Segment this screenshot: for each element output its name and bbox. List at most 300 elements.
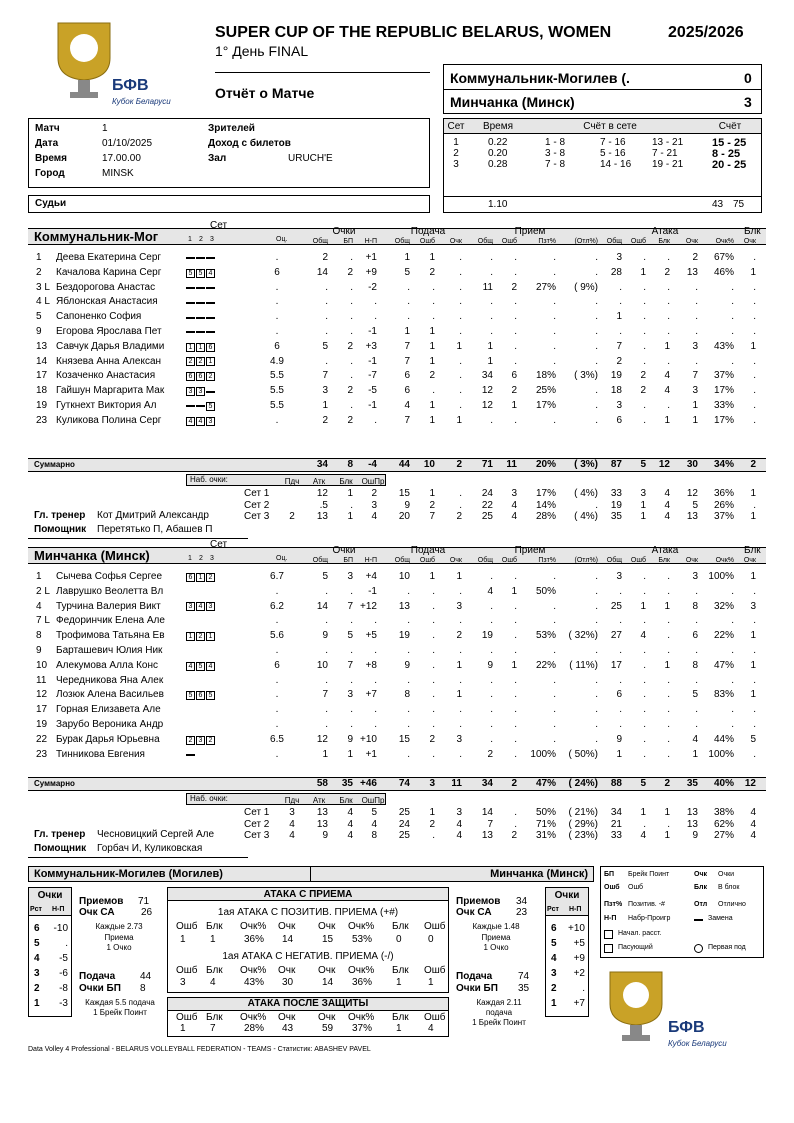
position-icon bbox=[604, 930, 613, 939]
stat-cell: 1 bbox=[429, 400, 435, 411]
stat-cell: 1 bbox=[429, 326, 435, 337]
stat-cell: . bbox=[753, 585, 756, 597]
start-position-icon: 4 bbox=[206, 269, 215, 278]
col-sub: Очк bbox=[685, 238, 698, 245]
stat-cell: . bbox=[350, 296, 353, 308]
set-row-cell: 33 bbox=[610, 830, 622, 841]
stat-cell: 18% bbox=[535, 370, 556, 382]
stat-cell: . bbox=[407, 585, 410, 597]
set-row-cell: 31% bbox=[535, 830, 556, 841]
set-row-cell: 3 bbox=[371, 499, 377, 511]
player-number: 19 bbox=[36, 400, 48, 411]
stat-cell: . bbox=[459, 615, 462, 627]
col-sub: Ошб bbox=[419, 557, 435, 564]
sets-row-p3: 19 - 21 bbox=[652, 159, 684, 170]
stat-cell: ( 11%) bbox=[569, 659, 598, 671]
rotation-sub-np: Н-П bbox=[569, 906, 582, 913]
stat-cell: 1 bbox=[456, 689, 462, 701]
stat-cell: 100% bbox=[708, 571, 734, 582]
stat-cell: 1 bbox=[692, 414, 698, 426]
stat-cell: 22% bbox=[535, 659, 556, 671]
player-number: 1 bbox=[36, 252, 42, 263]
start-position-icon: 3 bbox=[196, 736, 205, 745]
stat-cell: . bbox=[514, 600, 517, 612]
set-row-cell: 12 bbox=[686, 488, 698, 499]
stat-cell: 3 bbox=[750, 600, 756, 612]
col-sub: Пзт% bbox=[538, 557, 556, 564]
stat-cell: . bbox=[325, 311, 328, 323]
stat-cell: 19 bbox=[398, 630, 410, 642]
stat-cell: . bbox=[325, 674, 328, 686]
col-att: Атака bbox=[651, 545, 679, 556]
stat-cell: ( 50%) bbox=[568, 748, 598, 760]
l-ca: 26 bbox=[141, 907, 153, 918]
stat-cell: 1 bbox=[487, 355, 493, 367]
hall-label: Зал bbox=[208, 153, 227, 164]
stat-cell: 4 bbox=[640, 630, 646, 642]
stat-cell: 100% bbox=[530, 748, 556, 760]
start-position-icon: 1 bbox=[186, 632, 195, 641]
set-row-cell: 15 bbox=[398, 488, 410, 499]
total-cell: 10 bbox=[423, 459, 435, 470]
stat-cell: . bbox=[619, 719, 622, 730]
l-each3: 1 Очко bbox=[106, 943, 132, 952]
player-number: 17 bbox=[36, 370, 48, 382]
stat-cell: . bbox=[407, 719, 410, 730]
stat-cell: . bbox=[643, 748, 646, 760]
referees-box bbox=[28, 195, 430, 213]
set-row-cell: 9 bbox=[404, 499, 410, 511]
player-name: Тинникова Евгения bbox=[56, 748, 145, 760]
stat-cell: 6 bbox=[404, 385, 410, 397]
r-recv-label: Приемов bbox=[456, 896, 501, 907]
set-icons bbox=[186, 750, 196, 762]
set-row-cell: 9 bbox=[322, 830, 328, 841]
set-icons bbox=[186, 283, 216, 295]
set-row-cell: 28% bbox=[535, 511, 556, 522]
start-position-icon: 6 bbox=[206, 343, 215, 352]
stat-cell: . bbox=[695, 585, 698, 597]
set-row-cell: 13 bbox=[316, 807, 328, 818]
stat-cell: 1 bbox=[456, 340, 462, 352]
stat-cell: . bbox=[667, 585, 670, 597]
stat-cell: . bbox=[553, 311, 556, 323]
stat-cell: . bbox=[407, 311, 410, 323]
stat-cell: 1 bbox=[750, 630, 756, 642]
set-row-label: Сет 1 bbox=[244, 807, 270, 818]
stat-cell: 67% bbox=[713, 252, 734, 263]
legend-value: Набр-Проигр bbox=[628, 915, 671, 922]
stat-cell: 14 bbox=[316, 266, 328, 278]
attack-val: 1 bbox=[180, 1023, 186, 1034]
start-position-icon: 1 bbox=[186, 343, 195, 352]
attack-hdr: Очк bbox=[318, 1012, 336, 1023]
total-cell: 2 bbox=[664, 778, 670, 789]
rotation-value: +2 bbox=[573, 968, 585, 979]
attack-hdr: Очк bbox=[278, 921, 296, 932]
stat-cell: 7 bbox=[404, 340, 410, 352]
player-number: 10 bbox=[36, 659, 48, 671]
set-row-cell: 20 bbox=[398, 511, 410, 522]
coach-name: Кот Дмитрий Александр bbox=[97, 510, 209, 521]
stat-cell: . bbox=[753, 311, 756, 323]
col-sub: Блк bbox=[658, 557, 670, 564]
set-icons bbox=[186, 371, 216, 383]
attack-val: 36% bbox=[244, 934, 265, 945]
stat-cell: . bbox=[350, 370, 353, 382]
stat-cell: 2 bbox=[347, 385, 353, 397]
stat-cell: . bbox=[731, 674, 734, 686]
col-sub: Ошб bbox=[630, 557, 646, 564]
substitution-dash-icon bbox=[186, 331, 195, 333]
stat-cell: . bbox=[490, 615, 493, 627]
attack-hdr: Очк bbox=[278, 1012, 296, 1023]
total-cell: 88 bbox=[610, 778, 622, 789]
attack-val: 7 bbox=[210, 1023, 216, 1034]
stat-cell: 25 bbox=[610, 600, 622, 612]
stat-cell: . bbox=[350, 311, 353, 323]
stat-cell: . bbox=[275, 719, 279, 730]
start-position-icon: 3 bbox=[196, 387, 205, 396]
l-serve: 44 bbox=[140, 971, 152, 982]
stat-cell: . bbox=[407, 645, 410, 656]
stat-cell: . bbox=[643, 733, 646, 745]
time-label: Время bbox=[35, 153, 67, 164]
player-name: Барташевич Юлия Ник bbox=[56, 645, 163, 656]
legend-key: БП bbox=[604, 871, 615, 878]
attack-val: 1 bbox=[428, 977, 434, 988]
stat-cell: 1 bbox=[664, 340, 670, 352]
col-set-num: 2 bbox=[199, 236, 203, 243]
start-position-icon: 3 bbox=[186, 602, 195, 611]
set-row-cell: 12 bbox=[316, 488, 328, 499]
stat-cell: . bbox=[667, 281, 670, 293]
r-each2: Приема bbox=[481, 933, 511, 942]
stat-cell: . bbox=[667, 748, 670, 760]
set-row-cell: ( 21%) bbox=[568, 807, 598, 818]
stat-cell: . bbox=[490, 704, 493, 716]
set-row-cell: 2 bbox=[429, 499, 435, 511]
rotation-value: -8 bbox=[59, 983, 68, 994]
stat-cell: -1 bbox=[368, 585, 377, 597]
player-name: Сапоненко София bbox=[56, 311, 142, 323]
stat-cell: . bbox=[695, 674, 698, 686]
stat-cell: . bbox=[459, 400, 462, 411]
rotation-number: 5 bbox=[551, 938, 557, 949]
nab-sub: Блк bbox=[339, 796, 353, 805]
stat-cell: . bbox=[753, 704, 756, 716]
set-icons bbox=[186, 735, 216, 747]
stat-cell: +8 bbox=[365, 659, 377, 671]
sets-row-time: 0.20 bbox=[488, 148, 508, 159]
stat-cell: . bbox=[432, 385, 435, 397]
total-cell: 34 bbox=[481, 778, 493, 789]
player-name: Козаченко Анастасия bbox=[56, 370, 156, 382]
legend-value: Начал. расст. bbox=[618, 930, 662, 937]
coach-label: Гл. тренер bbox=[34, 510, 86, 521]
sets-row-p3: 7 - 21 bbox=[652, 148, 678, 159]
player-name: Зарубо Вероника Андр bbox=[56, 719, 164, 730]
stat-cell: . bbox=[459, 252, 462, 263]
start-position-icon: 4 bbox=[186, 662, 195, 671]
stat-cell: . bbox=[643, 704, 646, 716]
r-each4: Каждая 2.11 bbox=[476, 998, 522, 1007]
stat-cell: . bbox=[731, 704, 734, 716]
rotation-value: +7 bbox=[573, 998, 585, 1009]
sets-row-p1: 1 - 8 bbox=[545, 137, 566, 148]
set-icons bbox=[186, 661, 216, 673]
stat-cell: . bbox=[619, 326, 622, 337]
stat-cell: 2 bbox=[347, 340, 353, 352]
stat-cell: . bbox=[432, 600, 435, 612]
stat-cell: 7 bbox=[404, 414, 410, 426]
stat-cell: . bbox=[695, 281, 698, 293]
set-row-cell: 13 bbox=[686, 511, 698, 522]
set-row-cell: 1 bbox=[640, 807, 646, 818]
col-recv: Прием bbox=[514, 545, 546, 556]
rotation-number: 3 bbox=[551, 968, 557, 979]
set-row-cell: 19 bbox=[610, 499, 622, 511]
season: 2025/2026 bbox=[668, 24, 744, 41]
rotation-value: -6 bbox=[59, 968, 68, 979]
stat-cell: . bbox=[325, 281, 328, 293]
stat-cell: . bbox=[459, 385, 462, 397]
stat-cell: 2 bbox=[511, 281, 517, 293]
stat-cell: . bbox=[753, 615, 756, 627]
col-sub: Общ bbox=[312, 238, 328, 245]
set-icons bbox=[186, 631, 216, 643]
stat-cell: 3 bbox=[322, 385, 328, 397]
attack-val: 1 bbox=[210, 934, 216, 945]
stat-cell: 7 bbox=[616, 340, 622, 352]
rotation-number: 6 bbox=[551, 923, 557, 934]
col-sub: Общ bbox=[312, 557, 328, 564]
stat-cell: . bbox=[514, 630, 517, 642]
section-line bbox=[28, 857, 248, 858]
col-att: Атака bbox=[651, 226, 679, 237]
stat-cell: . bbox=[731, 326, 734, 337]
stat-cell: . bbox=[695, 704, 698, 716]
stat-cell: . bbox=[731, 585, 734, 597]
attack-val: 53% bbox=[352, 934, 373, 945]
attack-hdr: Блк bbox=[392, 965, 409, 976]
svg-text:БФВ: БФВ bbox=[668, 1019, 705, 1036]
stat-cell: . bbox=[374, 704, 377, 716]
stat-cell: . bbox=[459, 326, 462, 337]
stat-cell: . bbox=[514, 326, 517, 337]
player-number: 2 L bbox=[36, 585, 50, 597]
total-cell: 58 bbox=[316, 778, 328, 789]
stat-cell: ( 32%) bbox=[568, 630, 598, 642]
rotation-value: +5 bbox=[573, 938, 585, 949]
stat-cell: 13 bbox=[686, 266, 698, 278]
stat-cell: . bbox=[275, 689, 279, 701]
stat-cell: 3 bbox=[456, 733, 462, 745]
set-row-cell: 26% bbox=[713, 499, 734, 511]
start-position-icon: 6 bbox=[196, 372, 205, 381]
position-icon bbox=[604, 944, 613, 953]
attack-val: 1 bbox=[396, 977, 402, 988]
stat-cell: . bbox=[407, 748, 410, 760]
set-icons bbox=[186, 312, 216, 324]
stat-cell: 5.6 bbox=[270, 630, 284, 642]
set-row-cell: 2 bbox=[429, 818, 435, 830]
stat-cell: . bbox=[459, 645, 462, 656]
set-row-cell: . bbox=[643, 818, 646, 830]
attack-hdr: Очк% bbox=[348, 921, 375, 932]
col-serve: Подача bbox=[410, 226, 446, 237]
stat-cell: . bbox=[432, 615, 435, 627]
stat-cell: . bbox=[643, 674, 646, 686]
start-position-icon: 2 bbox=[196, 632, 205, 641]
sets-row-set: 3 bbox=[453, 159, 459, 170]
stat-cell: . bbox=[595, 733, 598, 745]
set-row-cell: 9 bbox=[692, 830, 698, 841]
stat-cell: +1 bbox=[365, 748, 377, 760]
stat-cell: . bbox=[459, 296, 462, 308]
stat-cell: 8 bbox=[692, 659, 698, 671]
stat-cell: 53% bbox=[535, 630, 556, 642]
stat-cell: 6 bbox=[616, 689, 622, 701]
r-serve-label: Подача bbox=[456, 971, 493, 982]
sets-hdr-score: Счёт bbox=[718, 121, 742, 132]
col-points: Очки bbox=[332, 226, 356, 237]
stat-cell: 19 bbox=[481, 630, 493, 642]
stat-cell: . bbox=[275, 252, 279, 263]
set-row-cell: 3 bbox=[640, 488, 646, 499]
stat-cell: . bbox=[595, 252, 598, 263]
l-bp-label: Очки БП bbox=[79, 983, 121, 994]
stat-cell: . bbox=[667, 326, 670, 337]
stat-cell: . bbox=[350, 585, 353, 597]
start-position-icon: 4 bbox=[186, 417, 195, 426]
stat-cell: . bbox=[667, 719, 670, 730]
stat-cell: 13 bbox=[398, 600, 410, 612]
rotation-number: 4 bbox=[34, 953, 40, 964]
stat-cell: . bbox=[432, 689, 435, 701]
stat-cell: 1 bbox=[347, 748, 353, 760]
set-row-cell: 4 bbox=[750, 818, 756, 830]
attack-hdr: Очк bbox=[318, 965, 336, 976]
stat-cell: . bbox=[731, 311, 734, 323]
assistant-name: Горбач И, Куликовская bbox=[97, 843, 203, 854]
player-name: Турчина Валерия Викт bbox=[56, 600, 161, 612]
stat-cell: 1 bbox=[456, 414, 462, 426]
total-cell: 8 bbox=[347, 459, 353, 470]
stat-cell: . bbox=[325, 615, 328, 627]
stat-cell: 34 bbox=[481, 370, 493, 382]
stat-cell: +7 bbox=[365, 689, 377, 701]
sets-row-p2: 5 - 16 bbox=[600, 148, 626, 159]
stat-cell: . bbox=[553, 326, 556, 337]
stat-cell: . bbox=[459, 355, 462, 367]
player-number: 7 L bbox=[36, 615, 50, 627]
set-row-cell: 2 bbox=[511, 830, 517, 841]
stat-cell: . bbox=[325, 585, 328, 597]
set-row-cell: 38% bbox=[713, 807, 734, 818]
attack-hdr: Ошб bbox=[176, 921, 198, 932]
r-recv: 34 bbox=[516, 896, 528, 907]
stat-cell: . bbox=[432, 311, 435, 323]
set-row-cell: 2 bbox=[456, 511, 462, 522]
cup-logo-icon bbox=[604, 968, 764, 1053]
stat-cell: . bbox=[595, 340, 598, 352]
stat-cell: . bbox=[619, 296, 622, 308]
stat-cell: -1 bbox=[368, 355, 377, 367]
stat-cell: 1 bbox=[664, 659, 670, 671]
player-number: 22 bbox=[36, 733, 48, 745]
income-label: Доход с билетов bbox=[208, 138, 291, 149]
stat-cell: . bbox=[695, 355, 698, 367]
rotation-sub-np: Н-П bbox=[52, 906, 65, 913]
stat-cell: . bbox=[514, 674, 517, 686]
stat-cell: . bbox=[459, 311, 462, 323]
stat-cell: . bbox=[275, 326, 279, 337]
stat-cell: 27% bbox=[535, 281, 556, 293]
col-sub: Очк% bbox=[715, 238, 734, 245]
stat-cell: . bbox=[514, 340, 517, 352]
stat-cell: . bbox=[374, 645, 377, 656]
attack-hdr: Ошб bbox=[176, 1012, 198, 1023]
attack-val: 15 bbox=[322, 934, 334, 945]
set-row-cell: 4 bbox=[347, 807, 353, 818]
stat-cell: 28 bbox=[610, 266, 622, 278]
total-cell: 40% bbox=[713, 778, 734, 789]
stat-cell: . bbox=[514, 571, 517, 582]
stat-cell: 44% bbox=[713, 733, 734, 745]
stat-cell: . bbox=[459, 748, 462, 760]
stat-cell: . bbox=[553, 571, 556, 582]
set-row-cell: . bbox=[459, 499, 462, 511]
rotation-value: -3 bbox=[59, 998, 68, 1009]
stat-cell: . bbox=[553, 704, 556, 716]
stat-cell: 3 bbox=[692, 385, 698, 397]
stat-cell: . bbox=[753, 674, 756, 686]
svg-text:БФВ: БФВ bbox=[112, 77, 149, 94]
rotation-value: -10 bbox=[53, 923, 68, 934]
stat-cell: 2 bbox=[640, 370, 646, 382]
stat-cell: . bbox=[325, 719, 328, 730]
spectators-label: Зрителей bbox=[208, 123, 255, 134]
stat-cell: . bbox=[667, 733, 670, 745]
rotation-number: 1 bbox=[551, 998, 557, 1009]
col-sub: Общ bbox=[394, 238, 410, 245]
stat-cell: 2 bbox=[456, 630, 462, 642]
set-row-cell: 17% bbox=[535, 488, 556, 499]
col-sub: (Отл%) bbox=[574, 238, 598, 245]
set-icons bbox=[186, 690, 216, 702]
set-row-cell: 1 bbox=[750, 488, 756, 499]
attack-hdr: Блк bbox=[206, 1012, 223, 1023]
set-row-cell: 33 bbox=[610, 488, 622, 499]
stat-cell: . bbox=[731, 281, 734, 293]
col-blk: Блк bbox=[744, 545, 761, 556]
stat-cell: . bbox=[374, 615, 377, 627]
substitution-dash-icon bbox=[206, 302, 215, 304]
sets-row-score: 8 - 25 bbox=[712, 148, 741, 160]
stat-cell: +10 bbox=[360, 733, 377, 745]
set-row-cell: 13 bbox=[316, 511, 328, 522]
stat-cell: . bbox=[459, 370, 462, 382]
total-cell: 74 bbox=[398, 778, 410, 789]
stat-cell: . bbox=[619, 615, 622, 627]
set-row-cell: 4 bbox=[511, 511, 517, 522]
rotation-number: 3 bbox=[34, 968, 40, 979]
stat-cell: . bbox=[514, 615, 517, 627]
stat-cell: . bbox=[667, 252, 670, 263]
total-cell: 2 bbox=[511, 778, 517, 789]
r-each3: 1 Очко bbox=[483, 943, 509, 952]
